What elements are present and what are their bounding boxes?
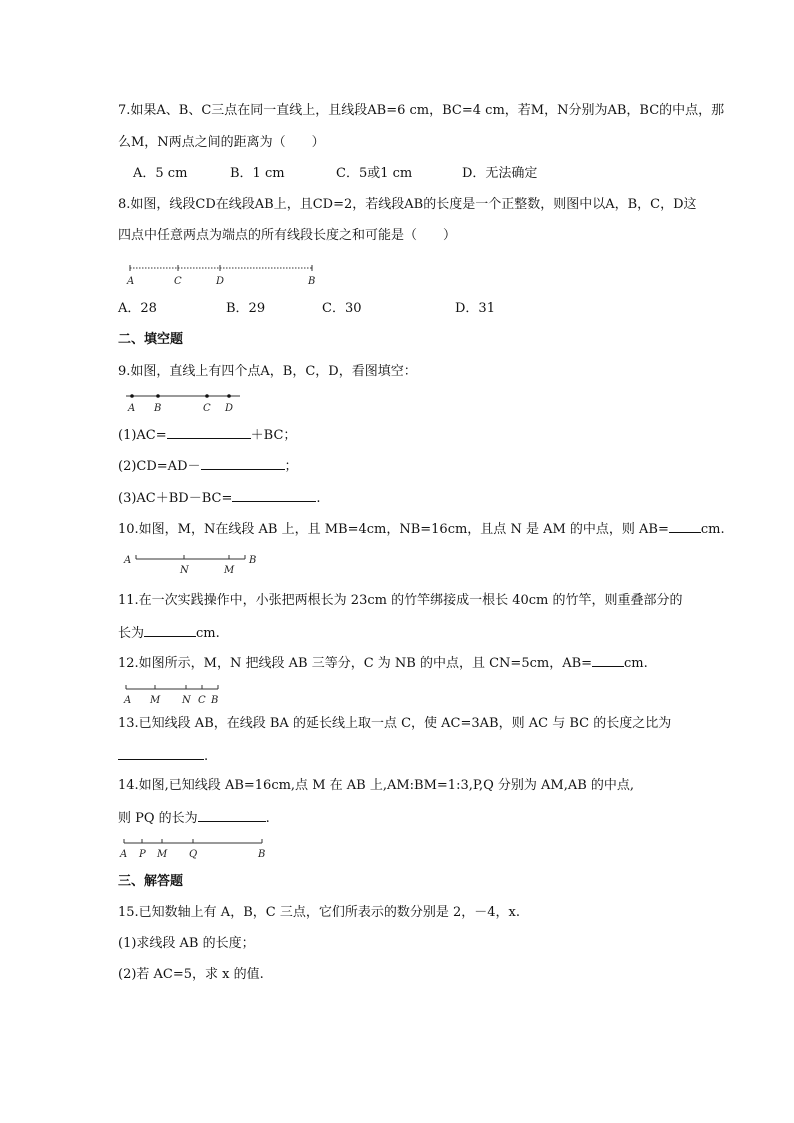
q9-label-b: B [154,403,162,414]
q14-label-m: M [157,849,168,860]
q12-label-c: C [198,695,206,706]
q10-label-m: M [224,565,235,576]
q9-label-d: D [225,403,234,414]
section-answer-heading: 三、解答题 [118,874,184,889]
q8-label-d: D [216,276,225,287]
q14-blank[interactable] [198,809,266,822]
q10-label-b: B [249,555,257,566]
q14-segment-diagram [120,838,280,862]
q12-label-a: A [124,695,132,706]
q12-label-n: N [182,695,191,706]
q15-part2: (2)若 AC=5，求 x 的值. [118,967,264,982]
q10-blank[interactable] [669,520,701,533]
q8-label-a: A [127,276,135,287]
q8-segment-diagram [124,262,324,290]
q14-line1: 14.如图,已知线段 AB=16cm,点 M 在 AB 上,AM:BM=1:3,P,Q 分别为 AM,AB 的中点, [118,778,635,793]
q7-option-c: C．5或1 cm [336,166,413,181]
q8-option-d: D．31 [455,301,495,316]
q10-segment-diagram [124,552,264,576]
q8-option-b: B．29 [226,301,266,316]
q7-line2: 么M，N两点之间的距离为（ ） [118,135,325,150]
q11-line2: 长为 cm. [118,626,220,641]
q13-blank[interactable] [118,747,204,760]
q13-line2: . [118,747,208,765]
q8-figure [124,262,324,290]
q12-label-m: M [150,695,161,706]
section-fill-in-blank-heading: 二、填空题 [118,332,184,347]
q14-label-p: P [139,849,146,860]
q10-label-n: N [180,565,189,576]
q14-line2: 则 PQ 的长为 . [118,811,270,826]
q8-label-b: B [308,276,316,287]
q9-stem: 9.如图，直线上有四个点A，B，C，D，看图填空： [118,364,417,379]
q15-stem: 15.已知数轴上有 A，B，C 三点，它们所表示的数分别是 2，－4，x. [118,905,520,920]
q8-label-c: C [174,276,182,287]
q13-line1: 13.已知线段 AB，在线段 BA 的延长线上取一点 C，使 AC=3AB，则 AC 与 BC 的长度之比为 [118,716,672,731]
q7-option-d: D．无法确定 [462,166,538,181]
q8-option-a: A．28 [118,301,157,316]
q14-figure [120,838,280,862]
q12-blank[interactable] [592,654,624,667]
q10-stem: 10.如图，M，N在线段 AB 上，且 MB=4cm，NB=16cm，且点 N 是 AM 的中点，则 AB= cm. [118,522,725,537]
q7-option-a: A．5 cm [133,166,188,181]
q9-blank-2[interactable] [201,457,285,470]
q10-figure [124,552,264,576]
q9-blank-3[interactable] [232,489,316,502]
q8-option-c: C．30 [322,301,362,316]
q9-label-c: C [203,403,211,414]
q8-line1: 8.如图，线段CD在线段AB上，且CD=2，若线段AB的长度是一个正整数，则图中以A，B，C，D这 [118,197,697,212]
q9-figure [124,391,244,417]
q14-label-a: A [120,849,128,860]
q12-figure [124,684,234,708]
q9-label-a: A [128,403,136,414]
q12-label-b: B [211,695,219,706]
q9-line-diagram [124,391,244,417]
q9-part1: (1)AC= ＋BC； [118,428,297,443]
q14-label-b: B [258,849,266,860]
q9-blank-1[interactable] [167,426,251,439]
q12-stem: 12.如图所示，M，N 把线段 AB 三等分，C 为 NB 的中点，且 CN=5cm，AB= cm. [118,656,648,671]
q11-blank[interactable] [144,624,196,637]
q15-part1: (1)求线段 AB 的长度； [118,936,255,951]
q9-part2: (2)CD=AD－ ； [118,459,298,474]
q8-line2: 四点中任意两点为端点的所有线段长度之和可能是（ ） [118,228,457,243]
q9-part3: (3)AC＋BD－BC= . [118,491,321,506]
q10-label-a: A [124,555,132,566]
q14-label-q: Q [189,849,198,860]
q7-line1: 7.如果A、B、C三点在同一直线上，且线段AB=6 cm，BC=4 cm，若M，N分别为AB，BC的中点，那 [118,103,725,118]
q11-line1: 11.在一次实践操作中，小张把两根长为 23cm 的竹竿绑接成一根长 40cm 的竹竿，则重叠部分的 [118,593,683,608]
q12-segment-diagram [124,684,234,708]
q7-option-b: B．1 cm [230,166,285,181]
